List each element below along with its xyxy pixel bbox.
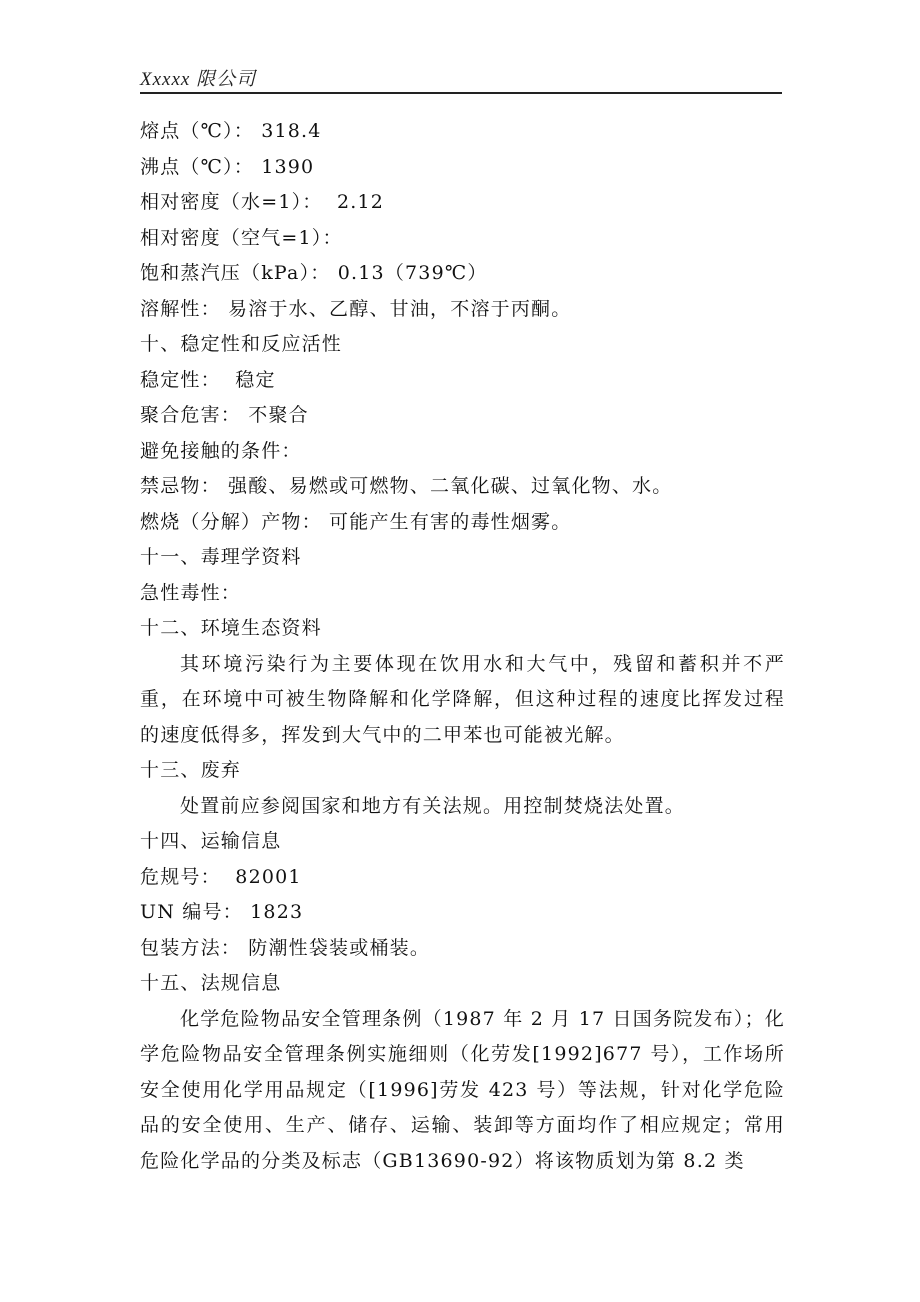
- acute-toxicity-line: 急性毒性：: [140, 581, 242, 604]
- vapor-pressure-line: 饱和蒸汽压（kPa）： 0.13（739℃）: [140, 262, 488, 284]
- boiling-point-line: 沸点（℃）： 1390: [140, 155, 315, 178]
- disposal-paragraph: 处置前应参阅国家和地方有关法规。用控制焚烧法处置。: [180, 794, 686, 817]
- conditions-to-avoid-line: 避免接触的条件：: [140, 439, 302, 462]
- packaging-method-line: 包装方法： 防潮性袋装或桶装。: [140, 936, 431, 959]
- section-13-heading: 十三、废弃: [140, 759, 242, 781]
- section-10-heading: 十、稳定性和反应活性: [140, 333, 343, 355]
- relative-density-air-line: 相对密度（空气=1）：: [140, 226, 343, 249]
- polymerization-hazard-line: 聚合危害： 不聚合: [140, 404, 309, 426]
- incompatible-materials-line: 禁忌物： 强酸、易燃或可燃物、二氧化碳、过氧化物、水。: [140, 475, 673, 497]
- environment-paragraph: 其环境污染行为主要体现在饮用水和大气中，残留和蓄积并不严重，在环境中可被生物降解和化学降解，但这种过程的速度比挥发过程的速度低得多，挥发到大气中的二甲苯也可能被光解。: [140, 652, 785, 746]
- section-15-heading: 十五、法规信息: [140, 972, 282, 994]
- regulation-paragraph: 化学危险物品安全管理条例（1987 年 2 月 17 日国务院发布）；化学危险物品安全管理条例实施细则（化劳发[1992]677 号），工作场所安全使用化学用品规定（[1996]劳发 423 号）等法规，针对化学危险品的安全使用、生产、储存、运输、装卸等方面均作了相应规定；常用危险化学品的分类及标志（GB13690-92）将该物质划为第 8.2 类: [140, 1007, 785, 1172]
- page-header: [140, 64, 782, 94]
- melting-point-line: 熔点（℃）： 318.4: [140, 120, 322, 142]
- un-number-line: UN 编号： 1823: [140, 901, 304, 923]
- solubility-line: 溶解性： 易溶于水、乙醇、甘油，不溶于丙酮。: [140, 297, 572, 320]
- document-body: [140, 114, 785, 1179]
- company-name: Xxxxx 限公司: [140, 69, 257, 90]
- section-11-heading: 十一、毒理学资料: [140, 546, 302, 568]
- dangerous-goods-number-line: 危规号： 82001: [140, 865, 302, 888]
- section-12-heading: 十二、环境生态资料: [140, 617, 322, 639]
- combustion-products-line: 燃烧（分解）产物： 可能产生有害的毒性烟雾。: [140, 510, 572, 533]
- section-14-heading: 十四、运输信息: [140, 830, 282, 852]
- relative-density-water-line: 相对密度（水=1）： 2.12: [140, 191, 385, 213]
- stability-line: 稳定性： 稳定: [140, 368, 276, 391]
